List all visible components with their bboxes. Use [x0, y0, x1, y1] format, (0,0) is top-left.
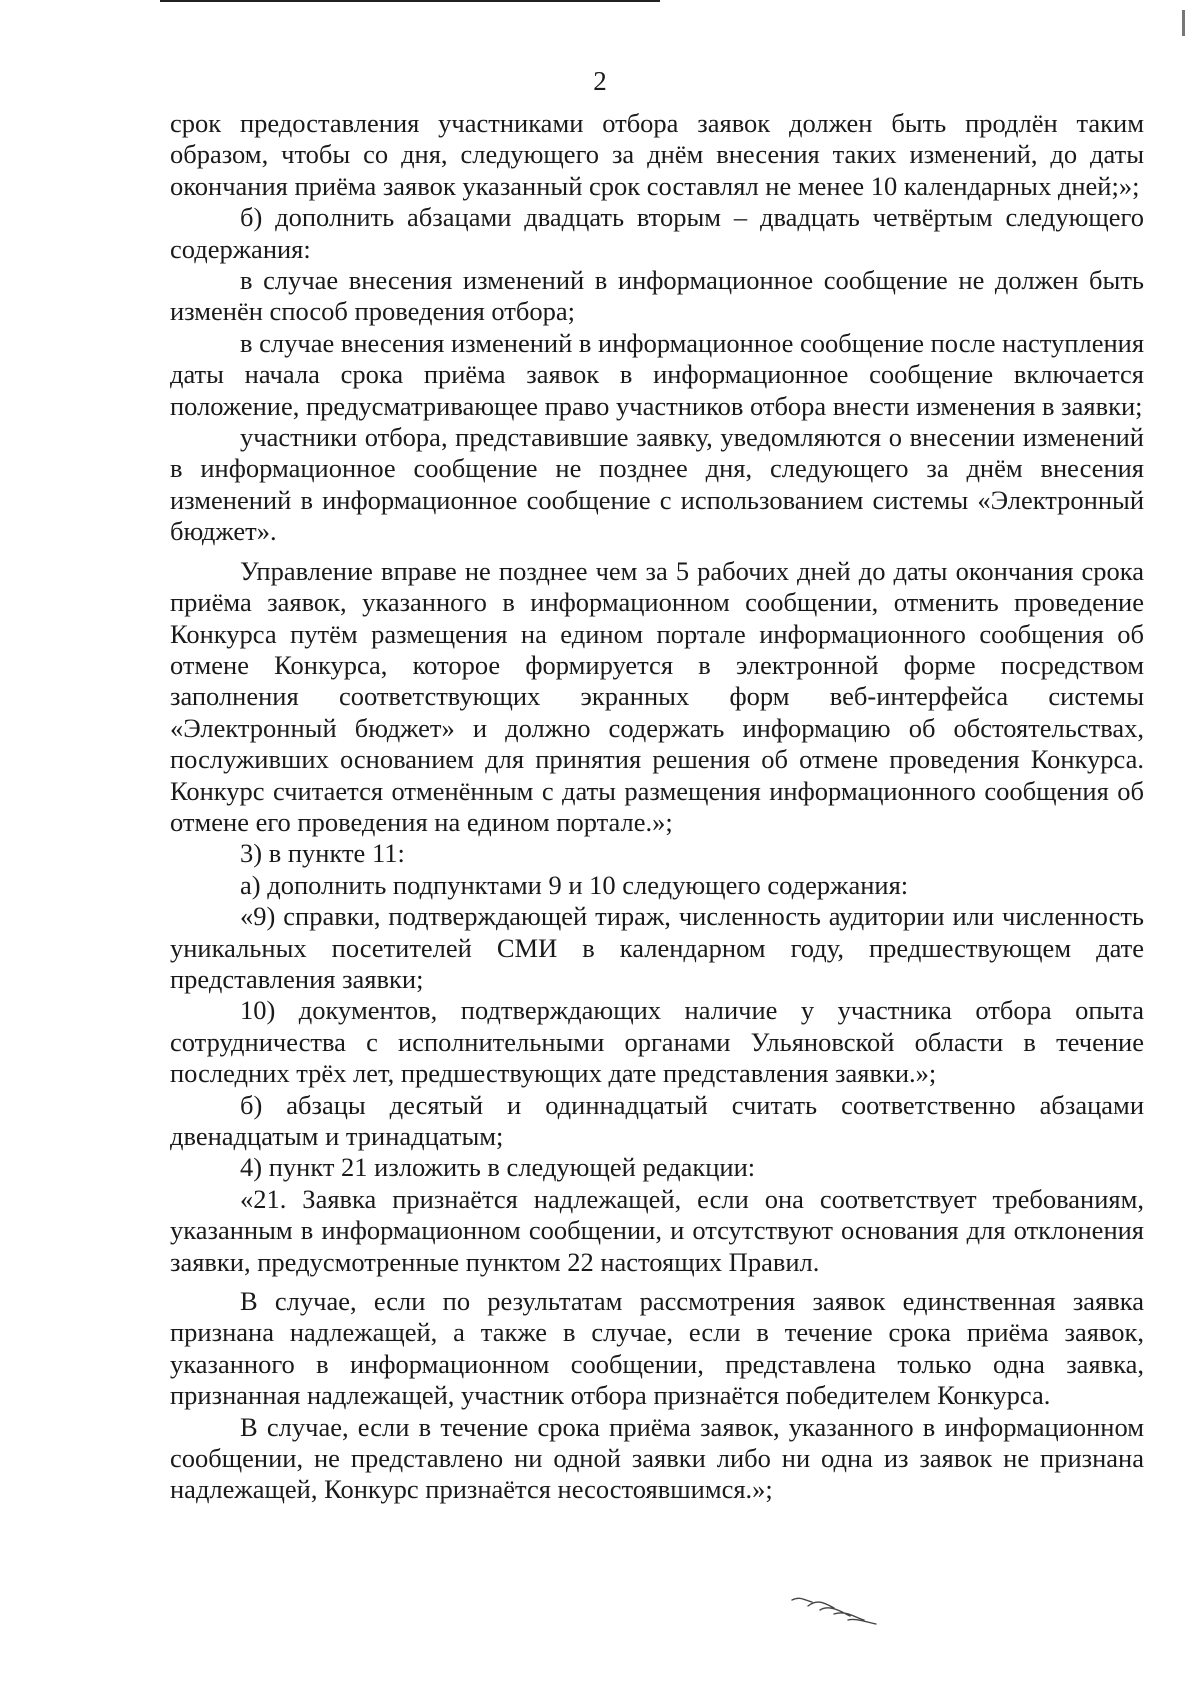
paragraph-12: 4) пункт 21 изложить в следующей редакции:	[240, 1152, 756, 1183]
paragraph-10: 10) документов, подтверждающих наличие у участника отбора опыта сотрудничества с исполнительными органами Ульяновской области в течение последних трёх лет, предшествующих дате представления заявки.»;	[170, 995, 1144, 1089]
paragraph-15: В случае, если в течение срока приёма заявок, указанного в информационном сообщении, не представлено ни одной заявки либо ни одна из заявок не признана надлежащей, Конкурс признаётся несостоявшимся.»;	[170, 1411, 1144, 1505]
paragraph-1: срок предоставления участниками отбора заявок должен быть продлён таким образом, чтобы со дня, следующего за днём внесения таких изменений, до даты окончания приёма заявок указанный срок составлял не менее 10 календарных дней;»;	[170, 108, 1144, 201]
paragraph-8: а) дополнить подпунктами 9 и 10 следующего содержания:	[240, 869, 909, 900]
top-rule	[160, 0, 660, 2]
paragraph-9: «9) справки, подтверждающей тираж, численность аудитории или численность уникальных посетителей СМИ в календарном году, предшествующем дате представления заявки;	[170, 901, 1144, 994]
paragraph-11: б) абзацы десятый и одиннадцатый считать соответственно абзацами двенадцатым и тринадцатым;	[170, 1089, 1144, 1151]
edge-mark	[1182, 10, 1185, 36]
paragraph-4: в случае внесения изменений в информационное сообщение после наступления даты начала срока приёма заявок в информационное сообщение включается положение, предусматривающее право участников отбора внести изменения в заявки;	[170, 327, 1145, 421]
paragraph-6: Управление вправе не позднее чем за 5 рабочих дней до даты окончания срока приёма заявок, указанного в информационном сообщении, отменить проведение Конкурса путём размещения на едином портале информационного сообщения об отмене Конкурса, которое формируется в электронной форме посредством заполнения соответствующих экранных форм веб-интерфейса системы «Электронный бюджет» и должно содержать информацию об обстоятельствах, послуживших основанием для принятия решения об отмене проведения Конкурса. Конкурс считается отменённым с даты размещения информационного сообщения об отмене его проведения на едином портале.»;	[170, 555, 1144, 837]
page-number: 2	[593, 66, 607, 96]
paragraph-3: в случае внесения изменений в информационное сообщение не должен быть изменён способ проведения отбора;	[170, 265, 1144, 327]
document-body	[170, 108, 1144, 1506]
paragraph-2: б) дополнить абзацами двадцать вторым – двадцать четвёртым следующего содержания:	[170, 202, 1144, 264]
handwritten-signature-mark	[790, 1592, 880, 1626]
paragraph-7: 3) в пункте 11:	[240, 838, 405, 869]
paragraph-13: «21. Заявка признаётся надлежащей, если она соответствует требованиям, указанным в информационном сообщении, и отсутствуют основания для отклонения заявки, предусмотренные пунктом 22 настоящих Правил.	[170, 1183, 1144, 1277]
paragraph-14: В случае, если по результатам рассмотрения заявок единственная заявка признана надлежащей, а также в случае, если в течение срока приёма заявок, указанного в информационном сообщении, представлена только одна заявка, признанная надлежащей, участник отбора признаётся победителем Конкурса.	[170, 1286, 1144, 1411]
paragraph-5: участники отбора, представившие заявку, уведомляются о внесении изменений в информационное сообщение не позднее дня, следующего за днём внесения изменений в информационное сообщение с использованием системы «Электронный бюджет».	[170, 422, 1144, 547]
